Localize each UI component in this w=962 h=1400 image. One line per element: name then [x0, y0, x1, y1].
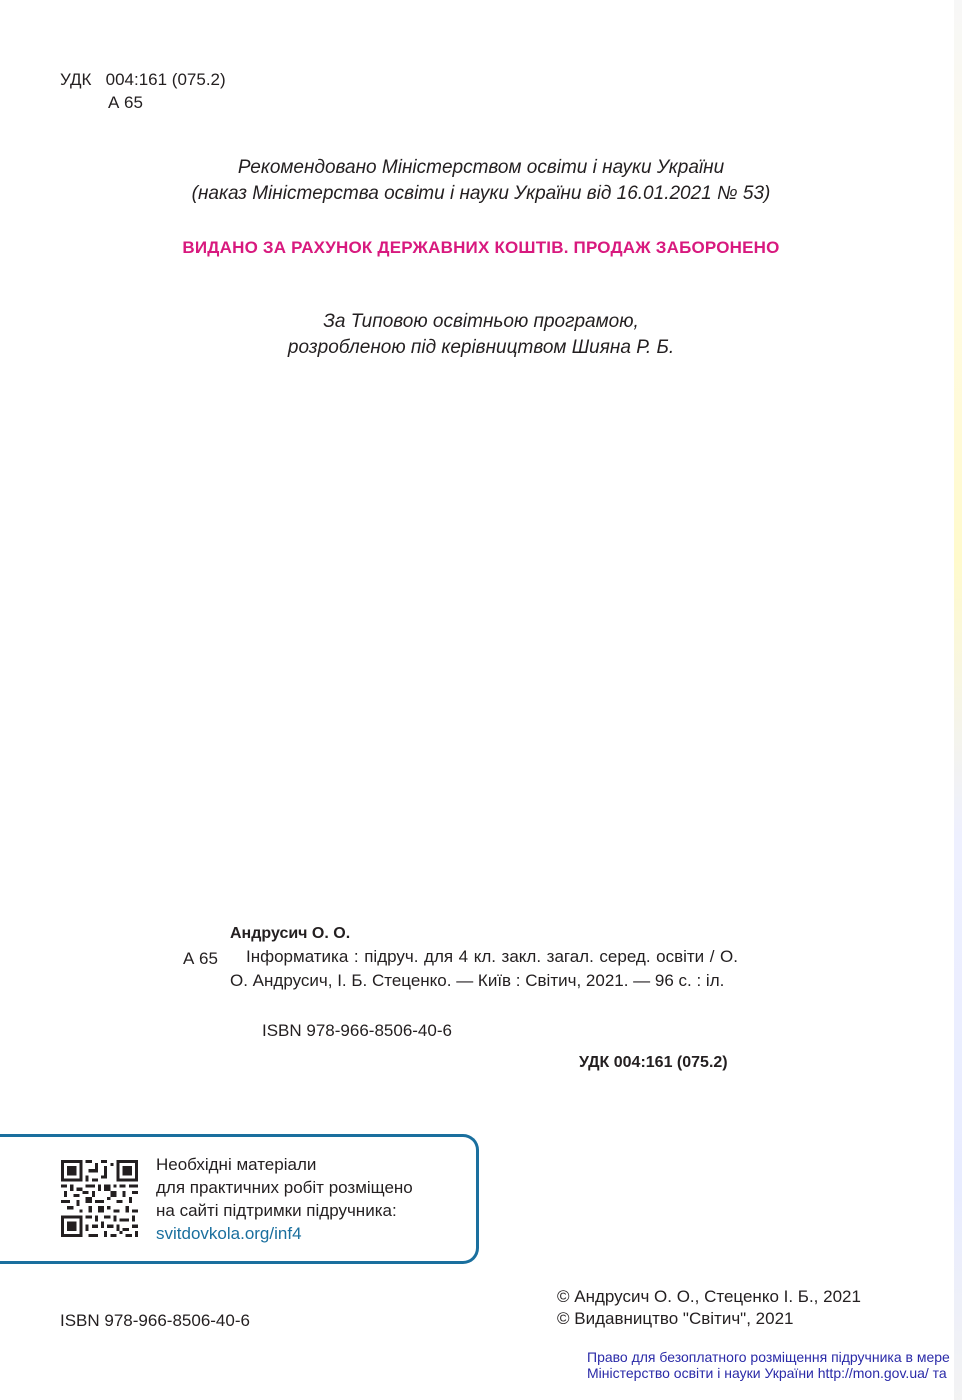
support-line-1: Необхідні матеріали — [156, 1155, 317, 1174]
program-line-2: розробленою під керівництвом Шияна Р. Б. — [287, 337, 675, 358]
qr-code-icon — [61, 1160, 138, 1237]
support-line-3: на сайті підтримки підручника: — [156, 1201, 397, 1220]
ministry-recommendation — [0, 155, 962, 207]
copyright-publisher: © Видавництво "Світич", 2021 — [557, 1309, 794, 1328]
bib-isbn: ISBN 978-966-8506-40-6 — [262, 1021, 452, 1040]
bib-description-text: Інформатика : підруч. для 4 кл. закл. загал. серед. освіти / О. О. Андрусич, І. Б. Стеценко. — Київ : Світич, 2021. — 96 с. : іл. — [230, 947, 738, 990]
copyright-authors: © Андрусич О. О., Стеценко І. Б., 2021 — [557, 1287, 861, 1306]
bib-description — [230, 945, 738, 993]
support-line-2: для практичних робіт розміщено — [156, 1178, 413, 1197]
program-note — [0, 309, 962, 361]
bib-udk: УДК 004:161 (075.2) — [579, 1054, 728, 1071]
recommendation-line-2: (наказ Міністерства освіти і науки України від 16.01.2021 № 53) — [191, 183, 771, 204]
support-site-link[interactable]: svitdovkola.org/inf4 — [156, 1224, 302, 1243]
rights-line-1: Право для безоплатного розміщення підручника в мере — [587, 1349, 950, 1365]
udk-header — [60, 68, 226, 114]
bib-author-code: А 65 — [183, 949, 218, 968]
udk-author-mark: А 65 — [108, 93, 143, 112]
program-line-1: За Типовою освітньою програмою, — [323, 311, 639, 332]
page-edge-shading — [954, 0, 962, 1400]
distribution-rights-notice — [587, 1349, 950, 1381]
udk-code: УДК 004:161 (075.2) — [60, 70, 226, 89]
recommendation-line-1: Рекомендовано Міністерством освіти і науки України — [237, 157, 725, 178]
support-materials-text — [156, 1153, 413, 1245]
isbn-footer: ISBN 978-966-8506-40-6 — [60, 1311, 250, 1330]
rights-line-2[interactable]: Міністерство освіти і науки України http://mon.gov.ua/ та — [587, 1365, 947, 1381]
free-distribution-notice: ВИДАНО ЗА РАХУНОК ДЕРЖАВНИХ КОШТІВ. ПРОДАЖ ЗАБОРОНЕНО — [182, 238, 780, 257]
bib-author: Андрусич О. О. — [230, 925, 351, 942]
